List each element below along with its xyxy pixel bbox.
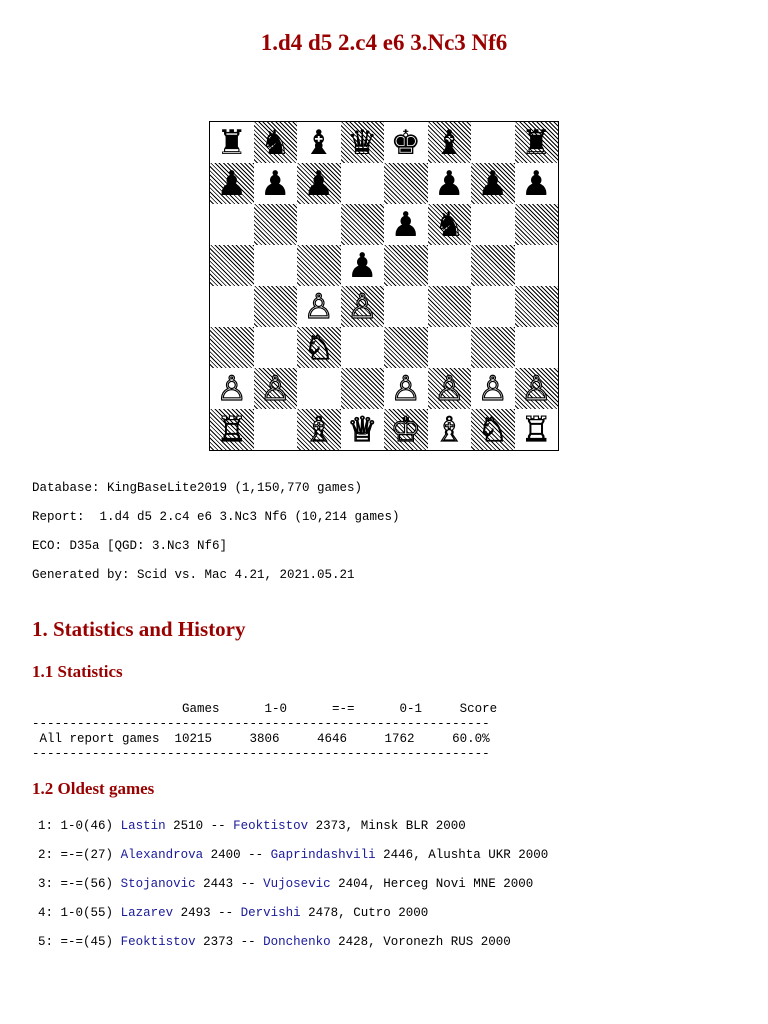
- board-square: [210, 122, 254, 163]
- board-square: [515, 122, 559, 163]
- board-square: [341, 409, 385, 450]
- board-square: [471, 204, 515, 245]
- white-player-link[interactable]: Stojanovic: [120, 877, 196, 891]
- board-square: [210, 286, 254, 327]
- chess-piece: ♗: [434, 409, 465, 450]
- board-square: [297, 245, 341, 286]
- game-list-item: 2: =-=(27) Alexandrova 2400 -- Gaprindashvili 2446, Alushta UKR 2000: [38, 848, 549, 862]
- chess-piece: ♗: [303, 409, 334, 450]
- board-square: [297, 122, 341, 163]
- board-square: [471, 245, 515, 286]
- chess-piece: ♛: [347, 122, 378, 163]
- board-square: [210, 245, 254, 286]
- board-square: [341, 245, 385, 286]
- eco-info: ECO: D35a [QGD: 3.Nc3 Nf6]: [32, 539, 228, 553]
- black-player-link[interactable]: Dervishi: [240, 906, 301, 920]
- board-square: [471, 286, 515, 327]
- page-title: 1.d4 d5 2.c4 e6 3.Nc3 Nf6: [260, 30, 508, 55]
- board-square: [515, 368, 559, 409]
- chess-piece: ♙: [260, 368, 291, 409]
- generated-info: Generated by: Scid vs. Mac 4.21, 2021.05.21: [32, 568, 355, 582]
- board-square: [384, 286, 428, 327]
- board-square: [384, 204, 428, 245]
- board-square: [515, 245, 559, 286]
- chess-piece: ♞: [434, 204, 465, 245]
- game-site: Alushta UKR 2000: [428, 848, 549, 862]
- black-player-link[interactable]: Feoktistov: [233, 819, 309, 833]
- game-result: 1-0(55): [60, 906, 114, 920]
- section-statistics-history: 1. Statistics and History: [32, 617, 246, 641]
- chess-piece: ♘: [303, 327, 334, 368]
- chess-piece: ♙: [434, 368, 465, 409]
- chess-piece: ♙: [303, 286, 334, 327]
- statistics-divider-top: -------------------------------------------------------------: [32, 717, 490, 731]
- chess-piece: ♜: [216, 122, 247, 163]
- game-list-item: 4: 1-0(55) Lazarev 2493 -- Dervishi 2478, Cutro 2000: [38, 906, 429, 920]
- chess-piece: ♔: [390, 409, 421, 450]
- game-number: 3:: [38, 877, 54, 891]
- board-square: [254, 409, 298, 450]
- board-square: [254, 286, 298, 327]
- chess-piece: ♕: [347, 409, 378, 450]
- game-site: Cutro 2000: [353, 906, 429, 920]
- board-square: [297, 327, 341, 368]
- chess-piece: ♟: [347, 245, 378, 286]
- board-square: [471, 163, 515, 204]
- chess-piece: ♙: [390, 368, 421, 409]
- chess-piece: ♝: [303, 122, 334, 163]
- board-square: [428, 204, 472, 245]
- chess-piece: ♙: [477, 368, 508, 409]
- board-square: [428, 122, 472, 163]
- chess-piece: ♝: [434, 122, 465, 163]
- board-square: [341, 286, 385, 327]
- game-result: 1-0(46): [60, 819, 114, 833]
- board-square: [254, 122, 298, 163]
- board-square: [297, 409, 341, 450]
- board-square: [341, 368, 385, 409]
- board-square: [254, 368, 298, 409]
- white-player-link[interactable]: Feoktistov: [120, 935, 196, 949]
- game-result: =-=(27): [60, 848, 114, 862]
- game-list-item: 3: =-=(56) Stojanovic 2443 -- Vujosevic 2404, Herceg Novi MNE 2000: [38, 877, 534, 891]
- board-square: [515, 327, 559, 368]
- statistics-header: Games 1-0 =-= 0-1 Score: [32, 702, 498, 716]
- database-info: Database: KingBaseLite2019 (1,150,770 games): [32, 481, 363, 495]
- statistics-row: All report games 10215 3806 4646 1762 60.0%: [32, 732, 490, 746]
- board-square: [210, 368, 254, 409]
- game-number: 2:: [38, 848, 54, 862]
- board-square: [384, 409, 428, 450]
- board-square: [254, 163, 298, 204]
- chess-piece: ♙: [216, 368, 247, 409]
- board-square: [210, 327, 254, 368]
- game-number: 1:: [38, 819, 54, 833]
- chess-piece: ♟: [477, 163, 508, 204]
- board-square: [384, 368, 428, 409]
- white-elo: 2400: [210, 848, 241, 862]
- board-square: [384, 245, 428, 286]
- chess-piece: ♟: [303, 163, 334, 204]
- white-player-link[interactable]: Lazarev: [120, 906, 174, 920]
- board-square: [210, 409, 254, 450]
- game-result: =-=(56): [60, 877, 114, 891]
- black-elo: 2428: [338, 935, 369, 949]
- board-square: [428, 327, 472, 368]
- white-elo: 2510: [173, 819, 204, 833]
- game-number: 5:: [38, 935, 54, 949]
- subsection-oldest-games: 1.2 Oldest games: [32, 779, 155, 798]
- game-site: Herceg Novi MNE 2000: [383, 877, 534, 891]
- statistics-table: [32, 702, 497, 762]
- board-square: [210, 163, 254, 204]
- board-square: [428, 286, 472, 327]
- game-site: Voronezh RUS 2000: [383, 935, 511, 949]
- chess-piece: ♖: [521, 409, 552, 450]
- white-elo: 2443: [203, 877, 234, 891]
- board-square: [297, 204, 341, 245]
- board-square: [471, 327, 515, 368]
- black-player-link[interactable]: Gaprindashvili: [270, 848, 376, 862]
- board-square: [428, 245, 472, 286]
- board-square: [254, 327, 298, 368]
- chess-piece: ♜: [521, 122, 552, 163]
- black-elo: 2404: [338, 877, 369, 891]
- chess-piece: ♘: [477, 409, 508, 450]
- subsection-statistics: 1.1 Statistics: [32, 662, 123, 681]
- game-list-item: 1: 1-0(46) Lastin 2510 -- Feoktistov 2373, Minsk BLR 2000: [38, 819, 466, 833]
- board-square: [341, 327, 385, 368]
- board-square: [515, 286, 559, 327]
- board-square: [297, 368, 341, 409]
- chess-piece: ♙: [347, 286, 378, 327]
- board-square: [515, 409, 559, 450]
- chess-board: [209, 121, 559, 451]
- chess-piece: ♟: [216, 163, 247, 204]
- chess-piece: ♟: [260, 163, 291, 204]
- chess-piece: ♟: [390, 204, 421, 245]
- chess-piece: ♚: [390, 122, 421, 163]
- white-player-link[interactable]: Lastin: [120, 819, 166, 833]
- game-list-item: 5: =-=(45) Feoktistov 2373 -- Donchenko 2428, Voronezh RUS 2000: [38, 935, 511, 949]
- board-square: [341, 163, 385, 204]
- board-square: [254, 245, 298, 286]
- board-square: [428, 409, 472, 450]
- white-player-link[interactable]: Alexandrova: [120, 848, 204, 862]
- board-square: [471, 122, 515, 163]
- board-square: [384, 122, 428, 163]
- board-square: [515, 163, 559, 204]
- board-square: [428, 368, 472, 409]
- chess-piece: ♞: [260, 122, 291, 163]
- board-square: [297, 286, 341, 327]
- board-square: [471, 368, 515, 409]
- board-square: [297, 163, 341, 204]
- board-square: [515, 204, 559, 245]
- game-result: =-=(45): [60, 935, 114, 949]
- board-square: [210, 204, 254, 245]
- game-number: 4:: [38, 906, 54, 920]
- chess-piece: ♟: [434, 163, 465, 204]
- black-player-link[interactable]: Donchenko: [263, 935, 331, 949]
- board-square: [254, 204, 298, 245]
- black-elo: 2446: [383, 848, 414, 862]
- board-square: [384, 163, 428, 204]
- board-square: [341, 204, 385, 245]
- chess-piece: ♟: [521, 163, 552, 204]
- game-site: Minsk BLR 2000: [360, 819, 466, 833]
- board-square: [428, 163, 472, 204]
- statistics-divider-bottom: -------------------------------------------------------------: [32, 747, 490, 761]
- board-square: [471, 409, 515, 450]
- board-square: [341, 122, 385, 163]
- black-elo: 2478: [308, 906, 339, 920]
- black-player-link[interactable]: Vujosevic: [263, 877, 331, 891]
- black-elo: 2373: [315, 819, 346, 833]
- board-square: [384, 327, 428, 368]
- report-info: Report: 1.d4 d5 2.c4 e6 3.Nc3 Nf6 (10,214 games): [32, 510, 400, 524]
- white-elo: 2373: [203, 935, 234, 949]
- white-elo: 2493: [180, 906, 211, 920]
- chess-piece: ♖: [216, 409, 247, 450]
- chess-piece: ♙: [521, 368, 552, 409]
